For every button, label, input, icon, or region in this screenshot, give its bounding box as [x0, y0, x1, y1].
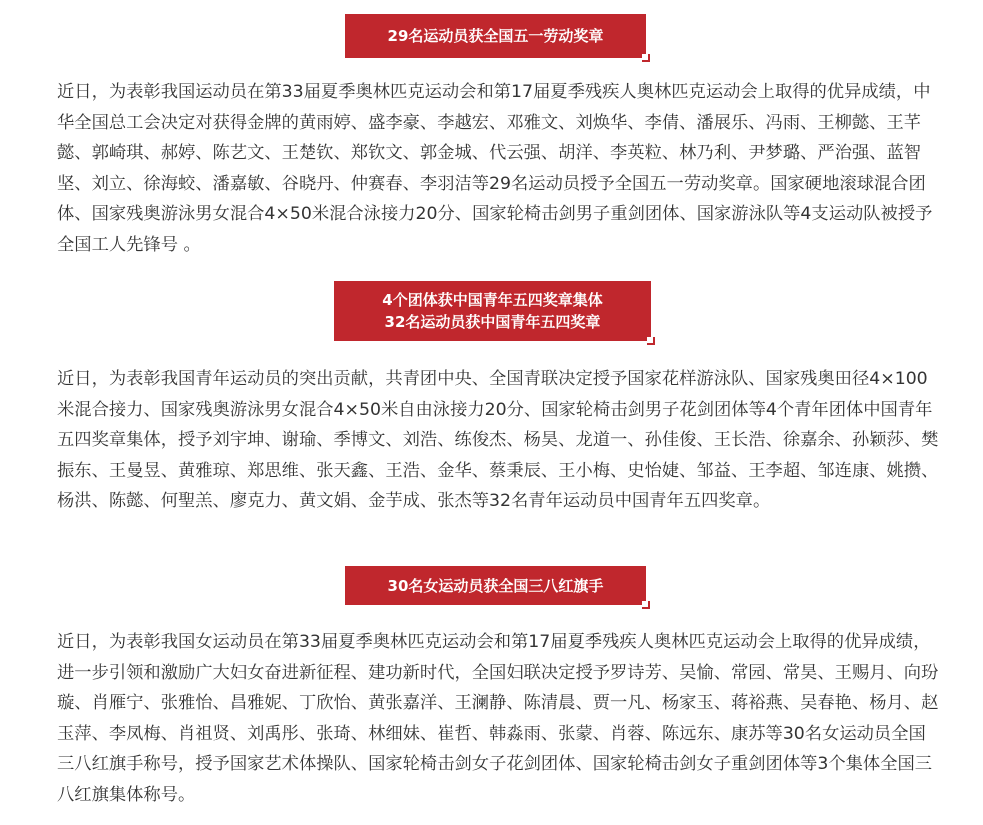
corner-decoration — [647, 337, 655, 345]
section-heading-red-banner — [345, 566, 646, 605]
paragraph-youth-medal: 近日，为表彰我国青年运动员的突出贡献，共青团中央、全国青联决定授予国家花样游泳队、国家残奥田径4×100米混合接力、国家残奥游泳男女混合4×50米自由泳接力20分、国家轮椅击剑男子花剑团体等4个青年团体中国青年五四奖章集体，授予刘宇坤、谢瑜、季博文、刘浩、练俊杰、杨昊、龙道一、孙佳俊、王长浩、徐嘉余、孙颖莎、樊振东、王曼昱、黄雅琼、郑思维、张天鑫、王浩、金华、蔡秉辰、王小梅、史怡婕、邹益、王李超、邹连康、姚攒、杨洪、陈懿、何聖羔、廖克力、黄文娟、金芋成、张杰等32名青年运动员中国青年五四奖章。 — [57, 369, 939, 511]
section-heading-youth-medal — [334, 281, 651, 341]
corner-decoration — [642, 54, 650, 62]
paragraph-labor-medal: 近日，为表彰我国运动员在第33届夏季奥林匹克运动会和第17届夏季残疾人奥林匹克运动会上取得的优异成绩，中华全国总工会决定对获得金牌的黄雨婷、盛李豪、李越宏、邓雅文、刘焕华、李倩、潘展乐、冯雨、王柳懿、王芊懿、郭崎琪、郝婷、陈艺文、王楚钦、郑钦文、郭金城、代云强、胡洋、李英粒、林乃利、尹梦璐、严治强、蓝智坚、刘立、徐海蛟、潘嘉敏、谷晓丹、仲赛春、李羽洁等29名运动员授予全国五一劳动奖章。国家硬地滚球混合团体、国家残奥游泳男女混合4×50米混合泳接力20分、国家轮椅击剑男子重剑团体、国家游泳队等4支运动队被授予全国工人先锋号 。 — [57, 82, 933, 255]
section-heading-labor-medal — [345, 14, 646, 58]
heading-line: 32名运动员获中国青年五四奖章 — [384, 313, 601, 331]
paragraph-red-banner: 近日，为表彰我国女运动员在第33届夏季奥林匹克运动会和第17届夏季残疾人奥林匹克运动会上取得的优异成绩，进一步引领和激励广大妇女奋进新征程、建功新时代，全国妇联决定授予罗诗芳、吴愉、常园、常昊、王赐月、向玢璇、肖雁宁、张雅怡、昌雅妮、丁欣怡、黄张嘉洋、王澜静、陈清晨、贾一凡、杨家玉、蒋裕燕、吴春艳、杨月、赵玉萍、李凤梅、肖祖贤、刘禹彤、张琦、林细妹、崔哲、韩淼雨、张蒙、肖蓉、陈远东、康苏等30名女运动员全国三八红旗手称号，授予国家艺术体操队、国家轮椅击剑女子花剑团体、国家轮椅击剑女子重剑团体等3个集体全国三八红旗集体称号。 — [57, 632, 939, 805]
heading-line: 29名运动员获全国五一劳动奖章 — [387, 27, 604, 45]
corner-decoration — [642, 601, 650, 609]
heading-line: 4个团体获中国青年五四奖章集体 — [382, 291, 603, 309]
heading-line: 30名女运动员获全国三八红旗手 — [387, 576, 604, 595]
